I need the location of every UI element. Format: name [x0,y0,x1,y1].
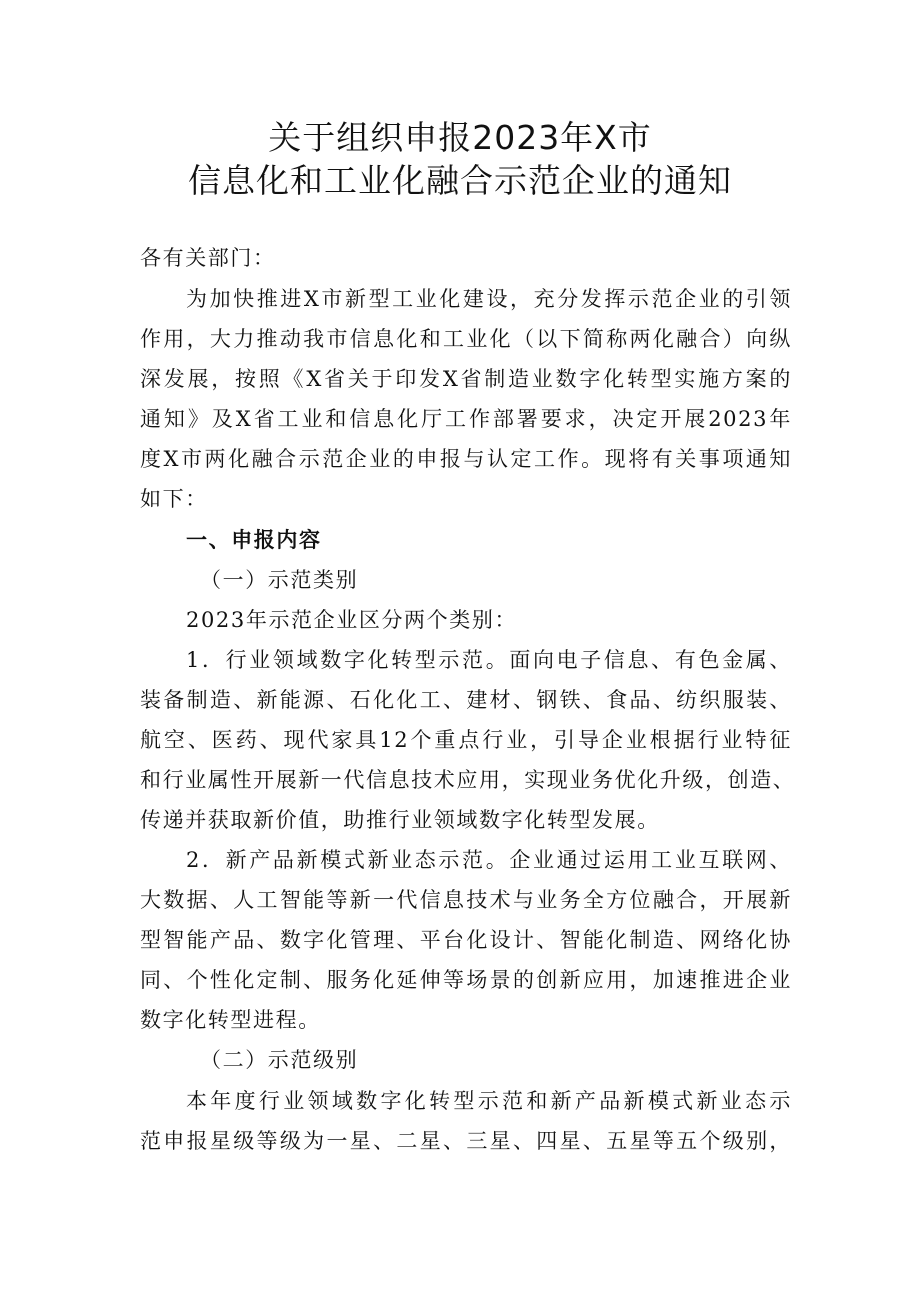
body-line: 本年度行业领域数字化转型示范和新产品新模式新业态示 [186,1089,792,1113]
body-line: 传递并获取新价值，助推行业领域数字化转型发展。 [140,808,660,832]
body-line: 范申报星级等级为一星、二星、三星、四星、五星等五个级别， [140,1129,792,1153]
body-line: 型智能产品、数字化管理、平台化设计、智能化制造、网络化协 [140,928,792,952]
body-line: 通知》及X省工业和信息化厅工作部署要求，决定开展2023年 [140,407,792,431]
section-heading: 一、申报内容 [186,528,322,552]
subsection-heading: （一）示范类别 [200,568,359,592]
list-item-line: 2．新产品新模式新业态示范。企业通过运用工业互联网、 [186,848,792,872]
body-line: 如下： [140,487,208,511]
body-line: 深发展，按照《X省关于印发X省制造业数字化转型实施方案的 [140,367,792,391]
body-line: 装备制造、新能源、石化化工、建材、钢铁、食品、纺织服装、 [140,688,792,712]
body-line: 为加快推进X市新型工业化建设，充分发挥示范企业的引领 [186,287,792,311]
subsection-heading: （二）示范级别 [200,1048,359,1072]
body-line: 数字化转型进程。 [140,1008,321,1032]
body-line: 大数据、人工智能等新一代信息技术与业务全方位融合，开展新 [140,888,792,912]
body-line: 度X市两化融合示范企业的申报与认定工作。现将有关事项通知 [140,447,792,471]
document-title-line-2: 信息化和工业化融合示范企业的通知 [188,161,732,200]
body-line: 和行业属性开展新一代信息技术应用，实现业务优化升级，创造、 [140,768,796,792]
document-title-line-1: 关于组织申报2023年X市 [268,118,652,157]
list-item-line: 1．行业领域数字化转型示范。面向电子信息、有色金属、 [186,648,792,672]
salutation: 各有关部门： [140,246,276,270]
body-line: 作用，大力推动我市信息化和工业化（以下简称两化融合）向纵 [140,327,792,351]
body-line: 航空、医药、现代家具12个重点行业，引导企业根据行业特征 [140,728,792,752]
body-line: 同、个性化定制、服务化延伸等场景的创新应用，加速推进企业 [140,968,792,992]
body-line: 2023年示范企业区分两个类别： [186,608,518,632]
